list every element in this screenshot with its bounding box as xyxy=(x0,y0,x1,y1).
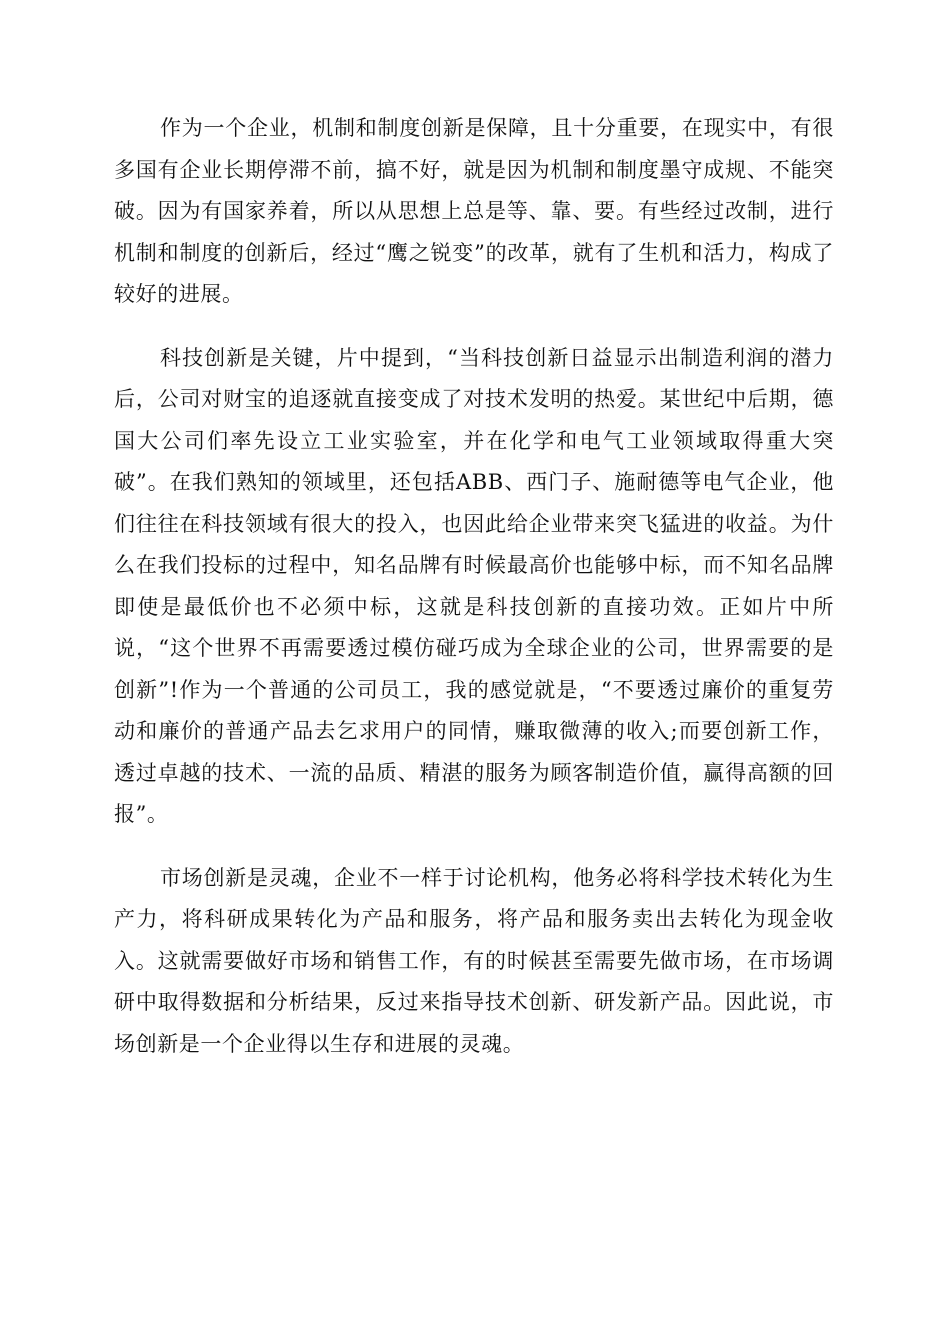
paragraph-institutional-innovation: 作为一个企业，机制和制度创新是保障，且十分重要，在现实中，有很多国有企业长期停滞不前，搞不好，就是因为机制和制度墨守成规、不能突破。因为有国家养着，所以从思想上总是等、靠、要。有些经过改制，进行机制和制度的创新后，经过“鹰之锐变”的改革，就有了生机和活力，构成了较好的进展。 xyxy=(114,116,834,306)
document-body xyxy=(114,108,834,1087)
paragraph-market-innovation: 市场创新是灵魂，企业不一样于讨论机构，他务必将科学技术转化为生产力，将科研成果转化为产品和服务，将产品和服务卖出去转化为现金收入。这就需要做好市场和销售工作，有的时候甚至需要先做市场，在市场调研中取得数据和分析结果，反过来指导技术创新、研发新产品。因此说，市场创新是一个企业得以生存和进展的灵魂。 xyxy=(114,865,834,1056)
paragraph-technology-innovation: 科技创新是关键，片中提到，“当科技创新日益显示出制造利润的潜力后，公司对财宝的追逐就直接变成了对技术发明的热爱。某世纪中后期，德国大公司们率先设立工业实验室，并在化学和电气工业领域取得重大突破”。在我们熟知的领域里，还包括ABB、西门子、施耐德等电气企业，他们往往在科技领域有很大的投入，也因此给企业带来突飞猛进的收益。为什么在我们投标的过程中，知名品牌有时候最高价也能够中标，而不知名品牌即使是最低价也不必须中标，这就是科技创新的直接功效。正如片中所说，“这个世界不再需要透过模仿碰巧成为全球企业的公司，世界需要的是创新”!作为一个普通的公司员工，我的感觉就是，“不要透过廉价的重复劳动和廉价的普通产品去乞求用户的同情，赚取微薄的收入;而要创新工作，透过卓越的技术、一流的品质、精湛的服务为顾客制造价值，赢得高额的回报”。 xyxy=(114,345,834,826)
